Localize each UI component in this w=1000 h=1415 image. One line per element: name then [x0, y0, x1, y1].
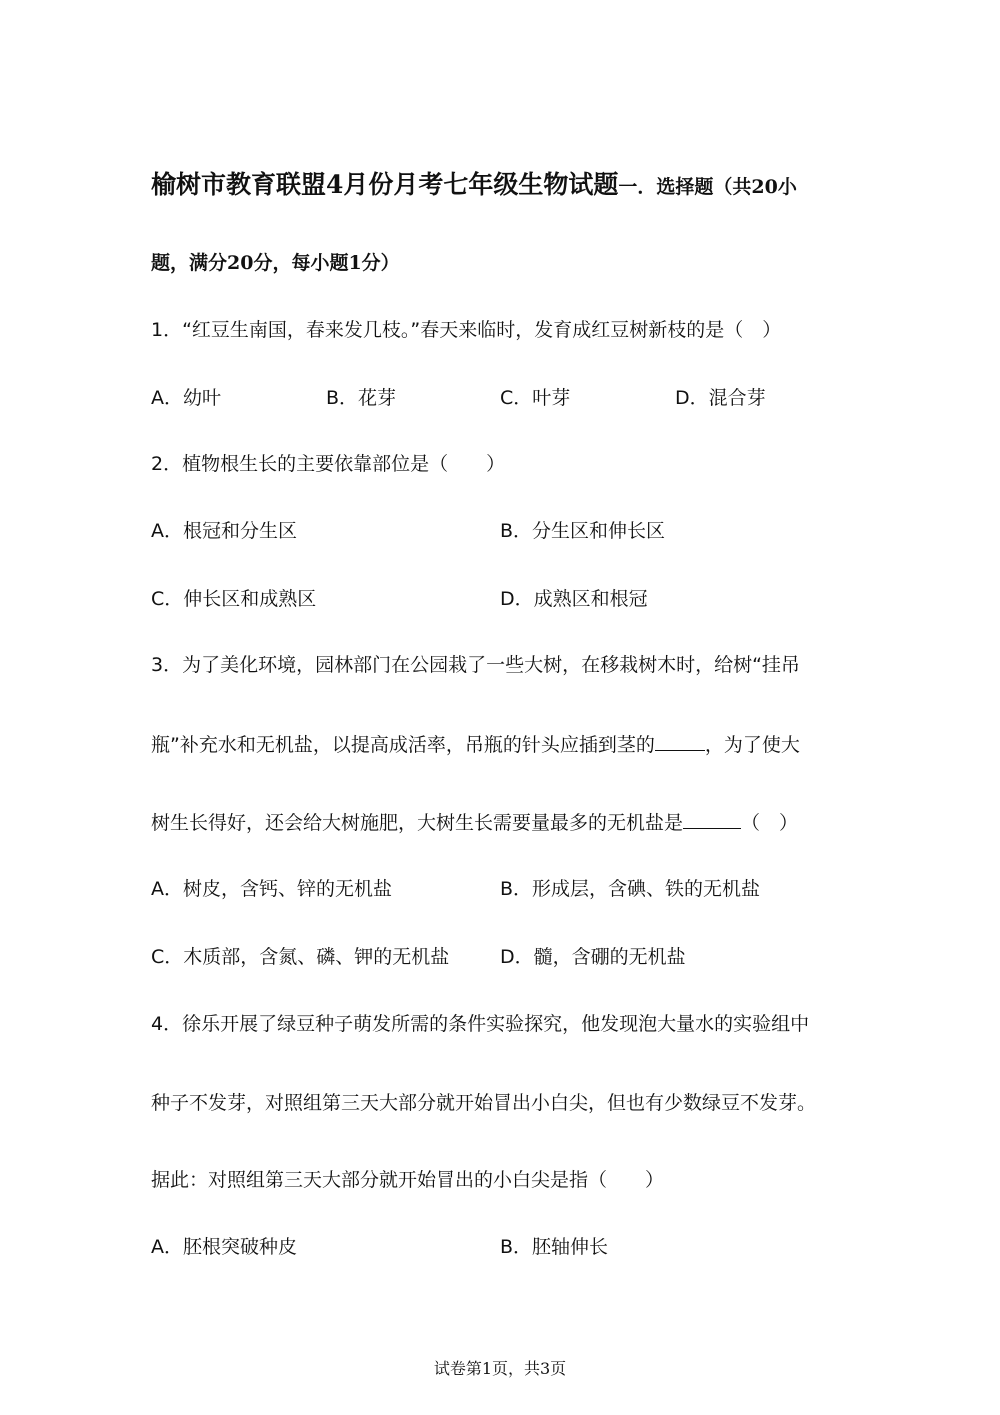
question-2-option-d[interactable]: D．成熟区和根冠 [500, 588, 648, 610]
question-3-text-a: 瓶”补充水和无机盐，以提高成活率，吊瓶的针头应插到茎的 [151, 734, 655, 756]
question-2-option-a[interactable]: A．根冠和分生区 [151, 520, 297, 542]
question-3-stem-line-1: 3．为了美化环境，园林部门在公园栽了一些大树，在移栽树木时，给树“挂吊 [151, 654, 800, 676]
title-line [151, 170, 851, 200]
question-1-option-b[interactable]: B．花芽 [326, 387, 397, 409]
question-4-option-b[interactable]: B．胚轴伸长 [500, 1236, 609, 1258]
page-title: 榆树市教育联盟4月份月考七年级生物试题 [151, 170, 619, 199]
question-3-text-b: ，为了使大 [704, 734, 800, 756]
question-3-option-b[interactable]: B．形成层，含碘、铁的无机盐 [500, 878, 761, 900]
question-3-option-c[interactable]: C．木质部，含氮、磷、钾的无机盐 [151, 946, 450, 968]
question-1-option-c[interactable]: C．叶芽 [500, 387, 571, 409]
question-3-text-c: 树生长得好，还会给大树施肥，大树生长需要量最多的无机盐是 [151, 812, 684, 834]
question-2-stem: 2．植物根生长的主要依靠部位是（ ） [151, 453, 506, 475]
question-3-text-d: （ ） [741, 812, 799, 834]
question-4-stem-line-2: 种子不发芽，对照组第三天大部分就开始冒出小白尖，但也有少数绿豆不发芽。 [151, 1092, 817, 1114]
question-2-option-b[interactable]: B．分生区和伸长区 [500, 520, 666, 542]
answer-blank-2[interactable] [683, 810, 741, 829]
question-1-option-d[interactable]: D．混合芽 [675, 387, 766, 409]
answer-blank-1[interactable] [655, 732, 705, 751]
question-1-option-a[interactable]: A．幼叶 [151, 387, 221, 409]
question-2-option-c[interactable]: C．伸长区和成熟区 [151, 588, 317, 610]
section-heading: 一．选择题（共20小 [618, 176, 797, 198]
page-footer: 试卷第1页，共3页 [433, 1359, 567, 1378]
section-heading-continued: 题，满分20分，每小题1分） [151, 252, 400, 274]
question-3-option-a[interactable]: A．树皮，含钙、锌的无机盐 [151, 878, 392, 900]
question-4-stem-line-1: 4．徐乐开展了绿豆种子萌发所需的条件实验探究，他发现泡大量水的实验组中 [151, 1013, 810, 1035]
question-3-stem-line-2 [151, 732, 851, 757]
question-1-stem: 1．“红豆生南国，春来发几枝。”春天来临时，发育成红豆树新枝的是（ ） [151, 319, 782, 341]
question-4-option-a[interactable]: A．胚根突破种皮 [151, 1236, 297, 1258]
question-4-stem-line-3: 据此：对照组第三天大部分就开始冒出的小白尖是指（ ） [151, 1169, 665, 1191]
question-3-stem-line-3 [151, 810, 851, 835]
question-3-option-d[interactable]: D．髓，含硼的无机盐 [500, 946, 686, 968]
